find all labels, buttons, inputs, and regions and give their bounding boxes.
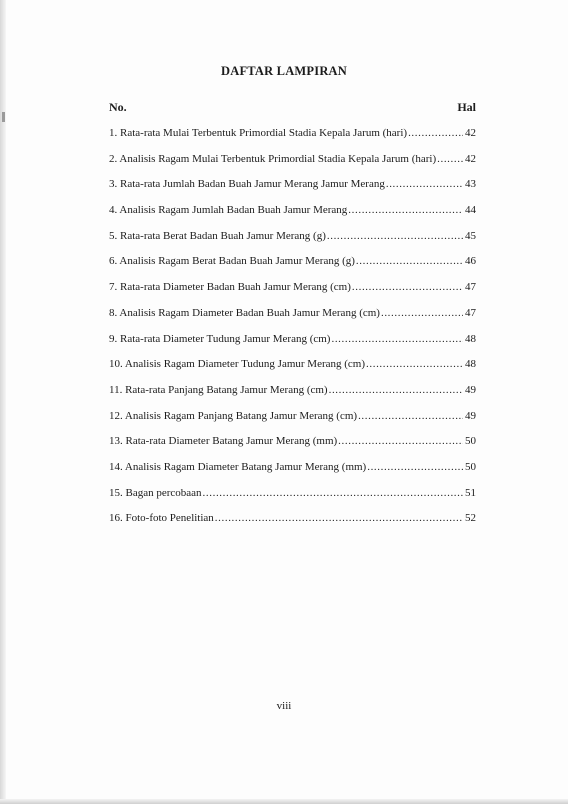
dot-leader bbox=[329, 378, 463, 404]
scan-mark bbox=[2, 112, 5, 122]
appendix-entry-page: 50 bbox=[465, 435, 476, 448]
appendix-entry bbox=[109, 378, 476, 404]
appendix-entry-page: 43 bbox=[465, 178, 476, 191]
appendix-entry-label: 5. Rata-rata Berat Badan Buah Jamur Merang (g) bbox=[109, 229, 326, 242]
appendix-entry-label: 4. Analisis Ragam Jumlah Badan Buah Jamur Merang bbox=[109, 204, 348, 217]
appendix-entry-page: 50 bbox=[465, 460, 476, 473]
column-header-hal: Hal bbox=[457, 100, 476, 114]
appendix-entry bbox=[109, 275, 476, 301]
appendix-entry-label: 10. Analisis Ragam Diameter Tudung Jamur Merang (cm) bbox=[109, 358, 366, 371]
dot-leader bbox=[327, 224, 463, 250]
page-number: viii bbox=[276, 700, 292, 712]
appendix-entry-label: 1. Rata-rata Mulai Terbentuk Primordial Stadia Kepala Jarum (hari) bbox=[109, 127, 408, 139]
appendix-entry bbox=[109, 506, 476, 532]
appendix-entry-label: 15. Bagan percobaan bbox=[109, 486, 202, 499]
appendix-entry-label: 12. Analisis Ragam Panjang Batang Jamur Merang (cm) bbox=[109, 409, 358, 422]
appendix-entry bbox=[109, 121, 476, 147]
dot-leader bbox=[381, 301, 463, 327]
appendix-entry-label: 9. Rata-rata Diameter Tudung Jamur Merang (cm) bbox=[109, 332, 331, 345]
appendix-entry-page: 49 bbox=[465, 383, 476, 396]
appendix-entry-label: 13. Rata-rata Diameter Batang Jamur Merang (mm) bbox=[109, 435, 338, 448]
appendix-entry bbox=[109, 429, 476, 455]
column-header-no: No. bbox=[109, 100, 127, 114]
appendix-entry bbox=[109, 198, 476, 224]
appendix-entry-label: 8. Analisis Ragam Diameter Badan Buah Jamur Merang (cm) bbox=[109, 306, 380, 319]
dot-leader bbox=[408, 121, 463, 147]
dot-leader bbox=[203, 481, 463, 507]
dot-leader bbox=[348, 198, 463, 224]
appendix-entry bbox=[109, 147, 476, 173]
appendix-entry bbox=[109, 327, 476, 353]
appendix-entry bbox=[109, 455, 476, 481]
appendix-entry-page: 51 bbox=[465, 486, 476, 499]
appendix-entry-page: 49 bbox=[465, 409, 476, 422]
appendix-entry-page: 44 bbox=[465, 204, 476, 217]
appendix-entry-page: 47 bbox=[465, 306, 476, 319]
appendix-entry bbox=[109, 172, 476, 198]
appendix-entry-label: 14. Analisis Ragam Diameter Batang Jamur Merang (mm) bbox=[109, 460, 367, 473]
appendix-entry bbox=[109, 404, 476, 430]
appendix-entry-page: 52 bbox=[465, 512, 476, 525]
appendix-entry-page: 48 bbox=[465, 332, 476, 345]
dot-leader bbox=[386, 172, 463, 198]
scan-bottom-edge bbox=[0, 799, 568, 804]
dot-leader bbox=[366, 352, 463, 378]
appendix-entry-label: 3. Rata-rata Jumlah Badan Buah Jamur Merang Jamur Merang bbox=[109, 178, 385, 191]
dot-leader bbox=[352, 275, 463, 301]
dot-leader bbox=[338, 429, 463, 455]
dot-leader bbox=[437, 147, 463, 173]
dot-leader bbox=[358, 404, 463, 430]
appendix-entry bbox=[109, 224, 476, 250]
page-title: DAFTAR LAMPIRAN bbox=[220, 64, 348, 78]
appendix-entry-page: 45 bbox=[465, 229, 476, 242]
appendix-entry-page: 42 bbox=[465, 152, 476, 165]
appendix-entry-label: 2. Analisis Ragam Mulai Terbentuk Primordial Stadia Kepala Jarum (hari) bbox=[109, 152, 437, 165]
appendix-entry bbox=[109, 481, 476, 507]
appendix-entry-label: 11. Rata-rata Panjang Batang Jamur Merang (cm) bbox=[109, 383, 328, 396]
dot-leader bbox=[215, 506, 463, 532]
appendix-entry-page: 46 bbox=[465, 255, 476, 268]
appendix-entry bbox=[109, 301, 476, 327]
appendix-list bbox=[109, 121, 476, 532]
appendix-entry bbox=[109, 352, 476, 378]
dot-leader bbox=[356, 249, 463, 275]
appendix-entry-page: 42 bbox=[465, 127, 476, 139]
dot-leader bbox=[367, 455, 463, 481]
appendix-entry-label: 16. Foto-foto Penelitian bbox=[109, 512, 214, 525]
dot-leader bbox=[331, 327, 463, 353]
appendix-entry bbox=[109, 249, 476, 275]
appendix-entry-label: 6. Analisis Ragam Berat Badan Buah Jamur Merang (g) bbox=[109, 255, 355, 268]
appendix-entry-page: 48 bbox=[465, 358, 476, 371]
appendix-entry-label: 7. Rata-rata Diameter Badan Buah Jamur Merang (cm) bbox=[109, 281, 351, 294]
appendix-entry-page: 47 bbox=[465, 281, 476, 294]
